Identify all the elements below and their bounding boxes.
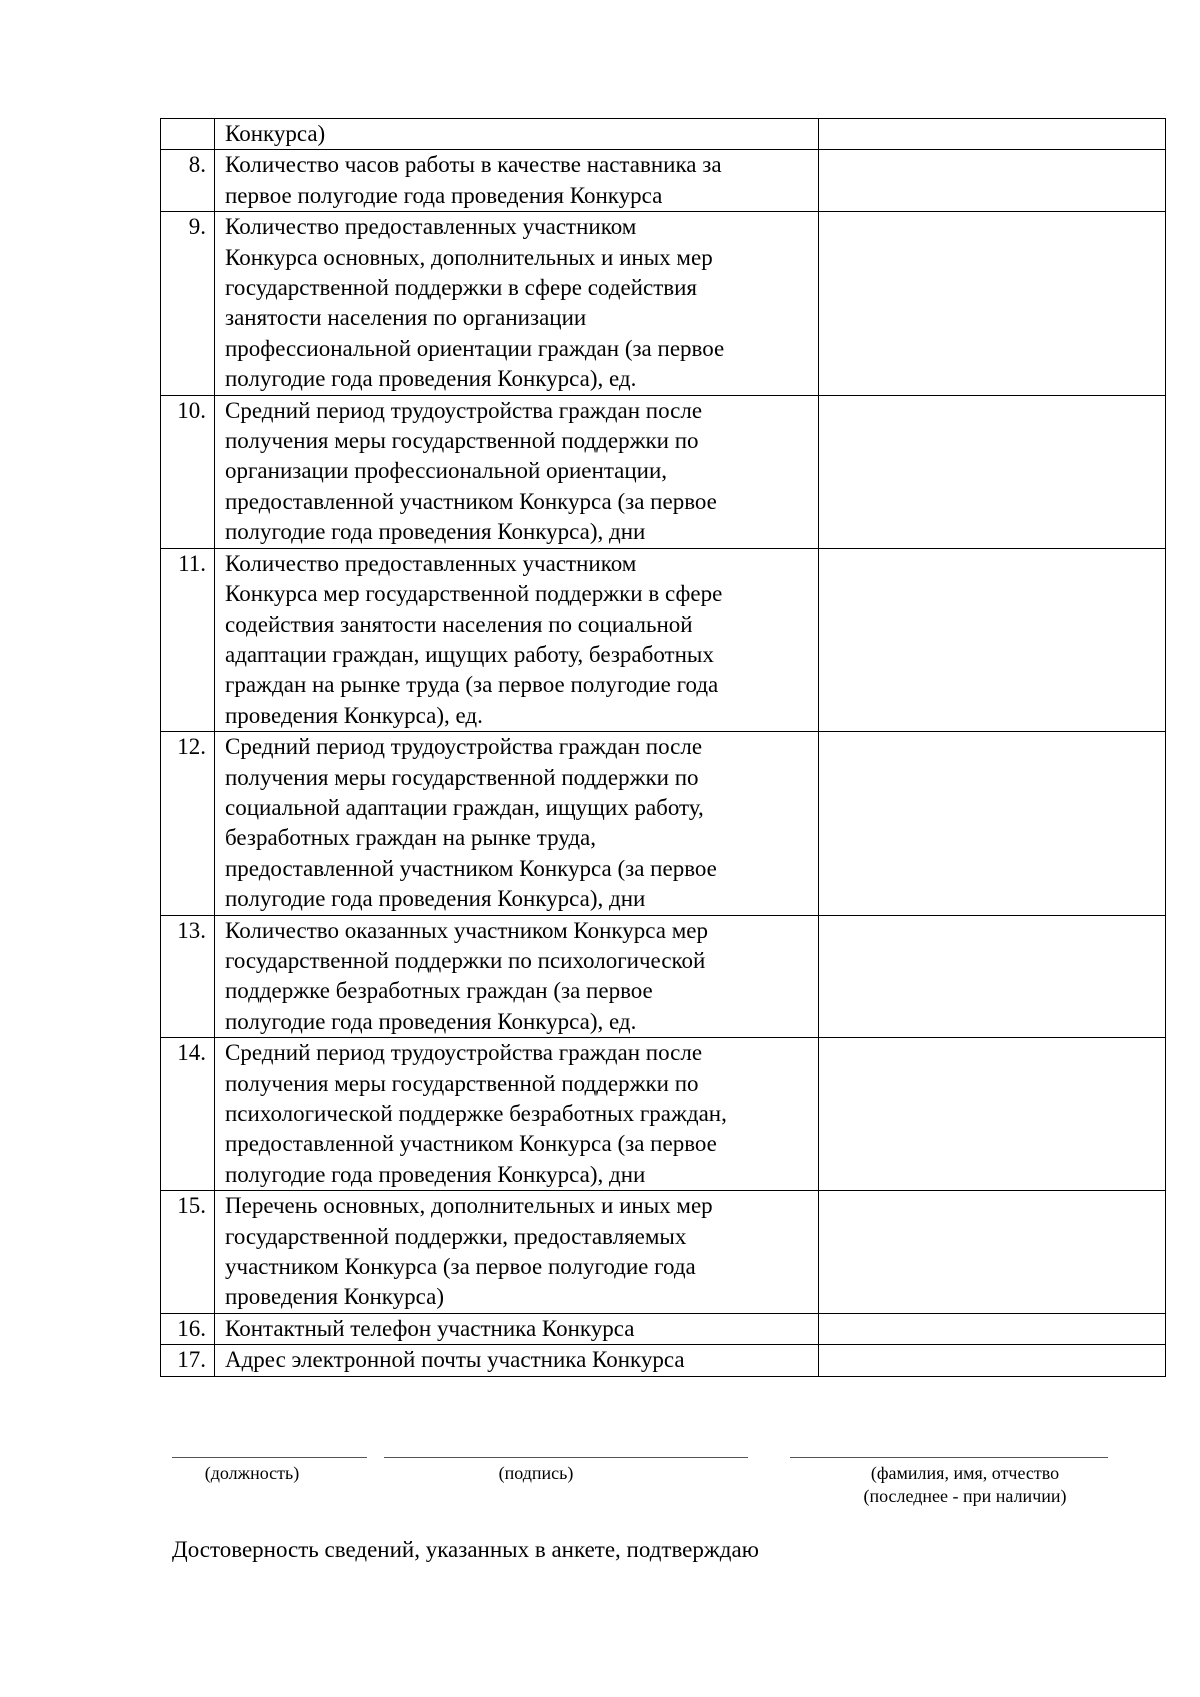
row-number: 10. (161, 395, 215, 548)
row-label: Количество часов работы в качестве наставника за первое полугодие года проведения Конкурса (215, 150, 819, 212)
row-label: Средний период трудоустройства граждан после получения меры государственной поддержки по организации профессиональной ориентации, предоставленной участником Конкурса (за первое полугодие года проведения Конкурса), дни (215, 395, 819, 548)
row-value-cell[interactable] (819, 395, 1166, 548)
row-value-cell[interactable] (819, 1313, 1166, 1344)
position-caption: (должность) (204, 1463, 300, 1483)
full-name-caption-line1: (фамилия, имя, отчество (870, 1463, 1060, 1483)
row-number (161, 119, 215, 150)
table-row (161, 1313, 1166, 1344)
row-label: Контактный телефон участника Конкурса (215, 1313, 819, 1344)
table-row (161, 212, 1166, 395)
row-number: 15. (161, 1191, 215, 1314)
row-label: Средний период трудоустройства граждан после получения меры государственной поддержки по психологической поддержке безработных граждан, предоставленной участником Конкурса (за первое полугодие года проведения Конкурса), дни (215, 1038, 819, 1191)
row-label: Количество оказанных участником Конкурса мер государственной поддержки по психологической поддержке безработных граждан (за первое полугодие года проведения Конкурса), ед. (215, 915, 819, 1038)
row-number: 17. (161, 1345, 215, 1376)
row-number: 14. (161, 1038, 215, 1191)
signature-caption: (подпись) (498, 1463, 574, 1483)
row-number: 11. (161, 548, 215, 731)
table-row (161, 548, 1166, 731)
row-label: Количество предоставленных участником Конкурса основных, дополнительных и иных мер государственной поддержки в сфере содействия занятости населения по организации профессиональной ориентации граждан (за первое полугодие года проведения Конкурса), ед. (215, 212, 819, 395)
table-row (161, 1191, 1166, 1314)
row-number: 12. (161, 732, 215, 915)
row-number: 8. (161, 150, 215, 212)
table-row (161, 732, 1166, 915)
row-value-cell[interactable] (819, 1345, 1166, 1376)
row-value-cell[interactable] (819, 119, 1166, 150)
row-value-cell[interactable] (819, 1038, 1166, 1191)
row-value-cell[interactable] (819, 915, 1166, 1038)
signature-line[interactable] (384, 1457, 748, 1458)
row-label: Перечень основных, дополнительных и иных мер государственной поддержки, предоставляемых участником Конкурса (за первое полугодие года проведения Конкурса) (215, 1191, 819, 1314)
position-signature-line[interactable] (172, 1457, 367, 1458)
table-row (161, 915, 1166, 1038)
row-value-cell[interactable] (819, 732, 1166, 915)
confirmation-statement: Достоверность сведений, указанных в анкете, подтверждаю (172, 1537, 759, 1562)
table-row (161, 395, 1166, 548)
row-value-cell[interactable] (819, 212, 1166, 395)
row-label: Конкурса) (215, 119, 819, 150)
full-name-signature-line[interactable] (790, 1457, 1108, 1458)
full-name-caption-line2: (последнее - при наличии) (863, 1486, 1067, 1506)
row-label: Количество предоставленных участником Конкурса мер государственной поддержки в сфере содействия занятости населения по социальной адаптации граждан, ищущих работу, безработных граждан на рынке труда (за первое полугодие года проведения Конкурса), ед. (215, 548, 819, 731)
table-row (161, 1345, 1166, 1376)
row-value-cell[interactable] (819, 1191, 1166, 1314)
row-number: 9. (161, 212, 215, 395)
row-value-cell[interactable] (819, 548, 1166, 731)
questionnaire-table (160, 118, 1166, 1377)
table-row (161, 119, 1166, 150)
table-row (161, 1038, 1166, 1191)
table-row (161, 150, 1166, 212)
row-label: Адрес электронной почты участника Конкурса (215, 1345, 819, 1376)
row-number: 13. (161, 915, 215, 1038)
row-number: 16. (161, 1313, 215, 1344)
row-value-cell[interactable] (819, 150, 1166, 212)
row-label: Средний период трудоустройства граждан после получения меры государственной поддержки по социальной адаптации граждан, ищущих работу, безработных граждан на рынке труда, предоставленной участником Конкурса (за первое полугодие года проведения Конкурса), дни (215, 732, 819, 915)
